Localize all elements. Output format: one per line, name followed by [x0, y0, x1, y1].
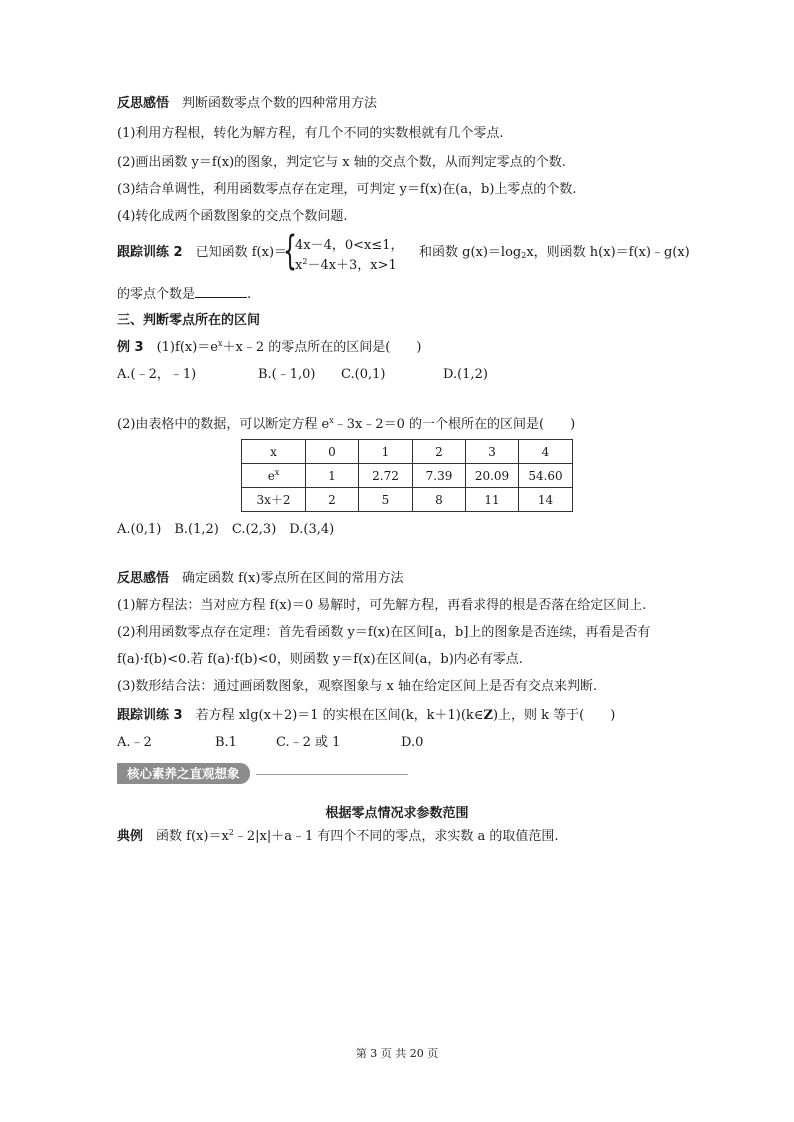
table-cell: 0 [306, 440, 359, 464]
table-cell: x [242, 440, 306, 464]
table-cell: 1 [359, 440, 413, 464]
table-cell: 3 [466, 440, 519, 464]
piecewise-function [283, 228, 404, 274]
training-2-line2: 的零点个数是 . [117, 287, 252, 302]
example-3-label: 例 3 [117, 340, 144, 355]
training-2-g-function: 和函数 $g(x)=\log_2x$，则函数 h(x)＝f(x)﹣g(x) [419, 245, 690, 260]
training-3: 跟踪训练 3 若方程 xlg(x＋2)＝1 的实根在区间(k，k＋1)(k∈Z)上，则 k 等于( ) [117, 708, 616, 723]
table-cell: 4 [519, 440, 573, 464]
brace-icon: { [283, 228, 297, 274]
t3-option-d: D.0 [401, 735, 424, 750]
table-cell: 8 [413, 488, 466, 512]
training-3-label: 跟踪训练 3 [117, 708, 183, 723]
q1-option-c: C.(0,1) [341, 367, 386, 382]
page-footer: 第 3 页 共 20 页 [355, 1047, 439, 1060]
table-cell: 2 [413, 440, 466, 464]
example-3-q1: 例 3 $(1)f(x)=e^x+x﹣2$ 的零点所在的区间是( ) [117, 339, 422, 355]
reflection-item-1: (1)利用方程根，转化为解方程，有几个不同的实数根就有几个零点. [117, 126, 504, 141]
answer-blank[interactable] [195, 286, 247, 298]
table-cell: 1 [306, 464, 359, 488]
table-cell: 14 [519, 488, 573, 512]
table-cell: 3x＋2 [242, 488, 306, 512]
reflection-heading-1: 反思感悟 判断函数零点个数的四种常用方法 [117, 96, 378, 111]
typical-example: 典例 函数 $f(x)=x^2﹣2|x|+a﹣1$ 有四个不同的零点，求实数 a 的取值范围. [117, 828, 559, 844]
typical-example-label: 典例 [117, 829, 144, 844]
reflection-item-2: (2)画出函数 y＝f(x)的图象，判定它与 x 轴的交点个数，从而判定零点的个数. [117, 155, 566, 170]
q1-option-a: A.(﹣2，﹣1) [117, 367, 197, 382]
reflection-heading-text: 确定函数 f(x)零点所在区间的常用方法 [182, 571, 404, 586]
table-row [242, 488, 573, 512]
section-title: 三、判断零点所在的区间 [117, 313, 261, 328]
table-row [242, 464, 573, 488]
table-cell: 11 [466, 488, 519, 512]
table-cell: 7.39 [413, 464, 466, 488]
t3-option-c: C.﹣2 或 1 [276, 735, 341, 750]
section-badge: 核心素养之直观想象 [117, 763, 250, 784]
table-cell: $e^x$ [242, 464, 306, 488]
data-table [241, 439, 573, 512]
example-3-q2: (2)由表格中的数据，可以断定方程 $e^x﹣3x﹣2=0$ 的一个根所在的区间是( ) [117, 416, 576, 432]
table-cell: 5 [359, 488, 413, 512]
reflection-item-3: (3)数形结合法：通过画函数图象，观察图象与 x 轴在给定区间上是否有交点来判断. [117, 679, 598, 694]
reflection-heading-2: 反思感悟 确定函数 f(x)零点所在区间的常用方法 [117, 571, 404, 586]
piecewise-case-2: $x^2-4x+3$，x>1 [295, 257, 397, 273]
piecewise-case-1: 4x－4，0<x≤1， [295, 238, 404, 253]
q1-option-d: D.(1,2) [443, 367, 488, 382]
training-2-label: 跟踪训练 2 [117, 245, 183, 260]
table-row [242, 440, 573, 464]
table-cell: 2 [306, 488, 359, 512]
topic-title: 根据零点情况求参数范围 [325, 806, 469, 821]
reflection-item-2-cont: f(a)·f(b)<0.若 f(a)·f(b)<0，则函数 y＝f(x)在区间(a，b)内必有零点. [117, 652, 523, 667]
t3-option-b: B.1 [215, 735, 237, 750]
table-cell: 54.60 [519, 464, 573, 488]
reflection-item-3: (3)结合单调性，利用函数零点存在定理，可判定 y＝f(x)在(a，b)上零点的个数. [117, 182, 577, 197]
reflection-item-2: (2)利用函数零点存在定理：首先看函数 y＝f(x)在区间[a，b]上的图象是否连续，再看是否有 [117, 625, 651, 640]
table-cell: 20.09 [466, 464, 519, 488]
reflection-item-4: (4)转化成两个函数图象的交点个数问题. [117, 209, 348, 224]
training-2-line1: 跟踪训练 2 已知函数 f(x)＝ [117, 245, 288, 260]
q2-options: A.(0,1) B.(1,2) C.(2,3) D.(3,4) [117, 522, 335, 537]
reflection-item-1: (1)解方程法：当对应方程 f(x)＝0 易解时，可先解方程，再看求得的根是否落在给定区间上. [117, 598, 647, 613]
q1-option-b: B.(﹣1,0) [258, 367, 316, 382]
divider [256, 774, 408, 775]
t3-option-a: A.﹣2 [117, 735, 152, 750]
table-cell: 2.72 [359, 464, 413, 488]
reflection-heading-text: 判断函数零点个数的四种常用方法 [182, 96, 378, 111]
